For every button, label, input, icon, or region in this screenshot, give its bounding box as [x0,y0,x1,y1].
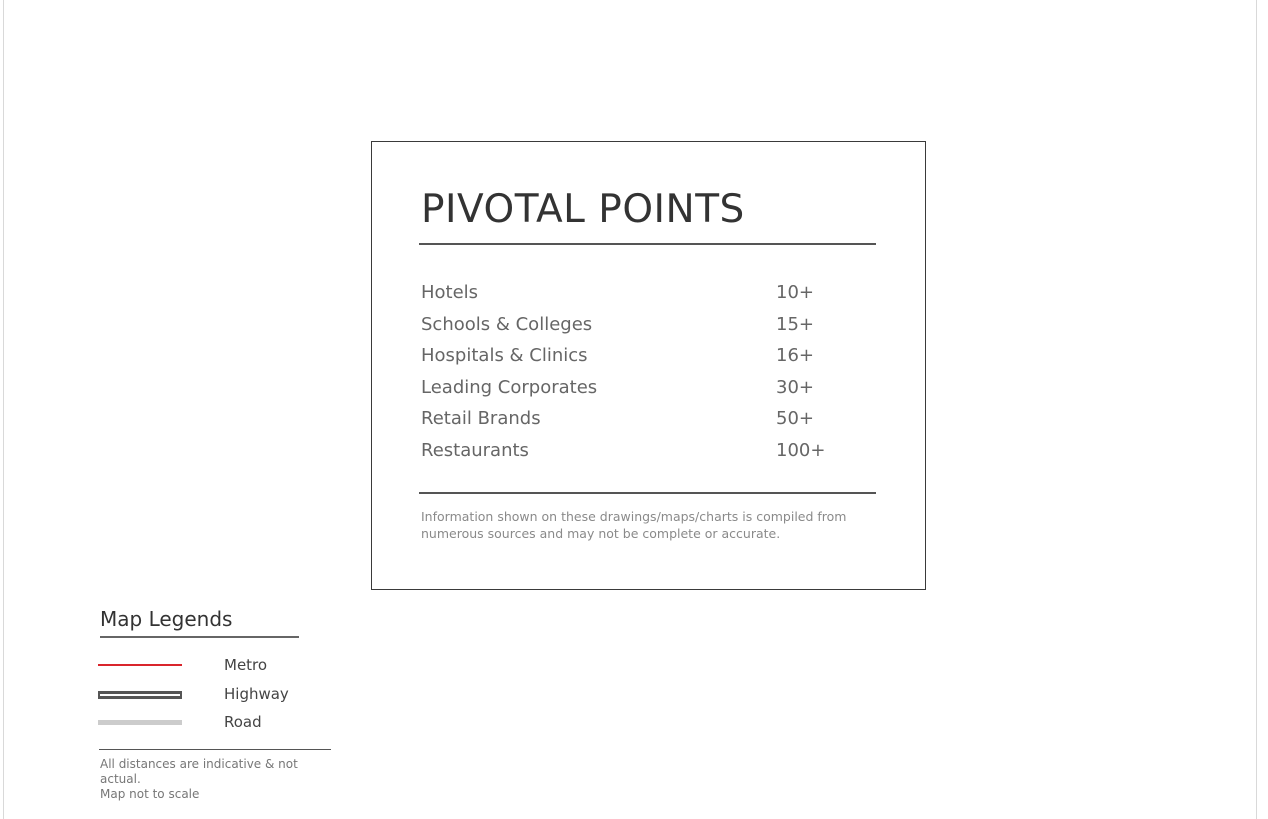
metro-line-swatch [98,664,182,666]
point-label: Schools & Colleges [421,313,593,335]
legend-title: Map Legends [100,607,233,631]
note-divider [419,492,876,494]
disclaimer-note: Information shown on these drawings/maps/charts is compiled from numerous sources and may not be complete or accurate. [421,509,847,541]
point-value: 50+ [776,408,814,430]
legend-item-highway [98,682,338,706]
legend-label: Metro [224,656,268,674]
title-divider [419,243,876,245]
legend-label: Highway [224,685,289,703]
scale-note-text: Map not to scale [100,787,200,801]
road-line-swatch [98,720,182,725]
pivotal-points-card [371,141,926,590]
point-label: Hospitals & Clinics [421,345,588,367]
point-label: Leading Corporates [421,376,598,398]
page-border-left [3,0,4,819]
legend-item-metro [98,653,338,677]
legend-title-divider [100,636,299,638]
point-row-corporates [421,372,871,404]
point-label: Restaurants [421,439,529,461]
pivotal-points-title: PIVOTAL POINTS [421,187,745,232]
point-value: 30+ [776,376,814,398]
legend-note-divider [99,749,331,750]
point-value: 15+ [776,313,814,335]
point-label: Hotels [421,282,479,303]
page-border-right [1256,0,1257,819]
point-row-retail [421,403,871,435]
map-legend [98,604,338,801]
scale-note [100,757,340,802]
point-row-hotels [421,277,871,309]
legend-item-road [98,710,338,734]
pivotal-points-list [421,277,871,467]
point-row-hospitals [421,340,871,372]
point-label: Retail Brands [421,408,541,430]
point-value: 16+ [776,345,814,367]
highway-line-swatch [98,691,182,699]
point-row-restaurants [421,435,871,467]
point-value: 10+ [776,282,814,303]
distance-note: All distances are indicative & not actual. [100,757,298,786]
legend-label: Road [224,713,262,731]
point-value: 100+ [776,439,826,461]
point-row-schools [421,309,871,341]
